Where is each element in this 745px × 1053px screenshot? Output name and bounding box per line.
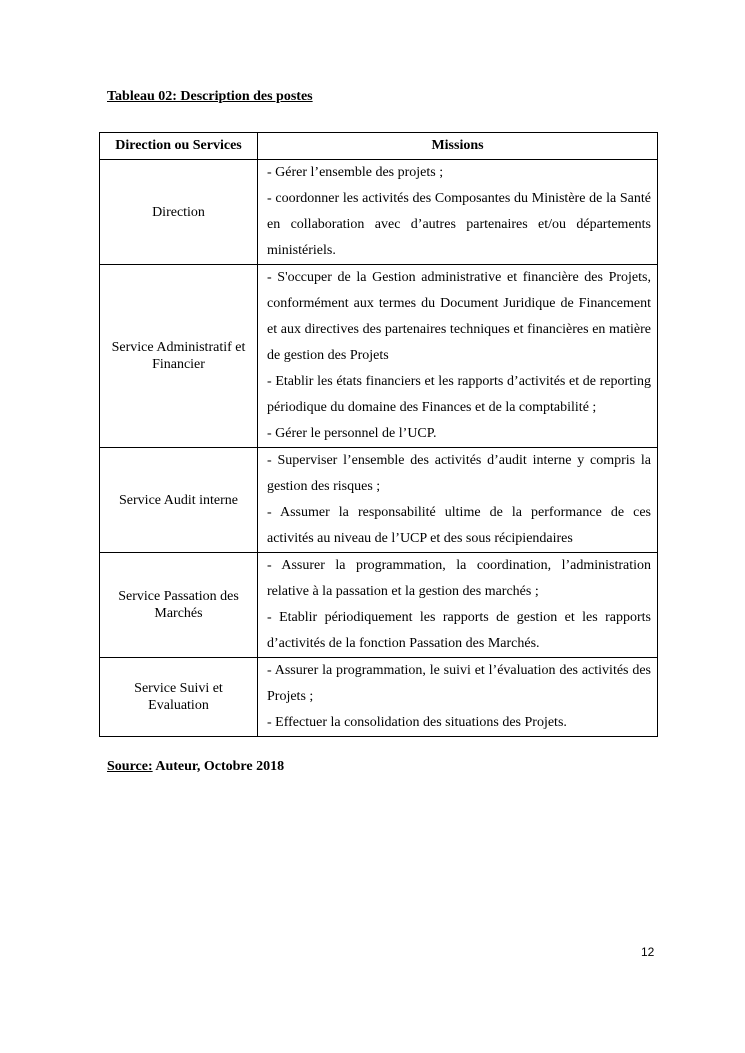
mission-item: - Assumer la responsabilité ultime de la performance de ces activités au niveau de l’UCP et des sous récipiendaires: [267, 505, 651, 546]
table-row: [100, 553, 658, 658]
source-label: Source:: [107, 759, 153, 774]
service-cell: Service Administratif et Financier: [100, 265, 258, 448]
mission-item: - Gérer l’ensemble des projets ;: [267, 165, 444, 180]
source-text: Auteur, Octobre 2018: [152, 759, 285, 774]
service-cell: Direction: [100, 160, 258, 265]
job-description-table: [99, 132, 658, 737]
service-cell: Service Passation des Marchés: [100, 553, 258, 658]
missions-cell: [258, 160, 658, 265]
missions-cell: [258, 448, 658, 553]
mission-item: - Gérer le personnel de l’UCP.: [267, 426, 437, 441]
mission-item: - Assurer la programmation, le suivi et l’évaluation des activités des Projets ;: [267, 663, 651, 704]
mission-item: - Superviser l’ensemble des activités d’audit interne y compris la gestion des risques ;: [267, 453, 651, 494]
service-cell: Service Suivi et Evaluation: [100, 658, 258, 737]
mission-item: - S'occuper de la Gestion administrative et financière des Projets, conformément aux termes du Document Juridique de Financement et aux directives des partenaires techniques et financières en matière de gestion des Projets: [267, 270, 651, 363]
column-header-missions: Missions: [258, 133, 658, 160]
mission-item: - Etablir périodiquement les rapports de gestion et les rapports d’activités de la fonction Passation des Marchés.: [267, 610, 651, 651]
missions-cell: [258, 658, 658, 737]
table-row: [100, 448, 658, 553]
missions-cell: [258, 265, 658, 448]
service-cell: Service Audit interne: [100, 448, 258, 553]
table-row: [100, 658, 658, 737]
mission-item: - Effectuer la consolidation des situations des Projets.: [267, 715, 567, 730]
column-header-services: Direction ou Services: [100, 133, 258, 160]
table-caption: Tableau 02: Description des postes: [107, 89, 313, 104]
mission-item: - Etablir les états financiers et les rapports d’activités et de reporting périodique du domaine des Finances et de la comptabilité ;: [267, 374, 651, 415]
source-note: [107, 759, 284, 775]
page-number: 12: [641, 945, 655, 959]
table-header-row: [100, 133, 658, 160]
missions-cell: [258, 553, 658, 658]
table-row: [100, 265, 658, 448]
mission-item: - coordonner les activités des Composantes du Ministère de la Santé en collaboration avec d’autres partenaires et/ou départements ministériels.: [267, 191, 651, 258]
table-row: [100, 160, 658, 265]
mission-item: - Assurer la programmation, la coordination, l’administration relative à la passation et la gestion des marchés ;: [267, 558, 651, 599]
